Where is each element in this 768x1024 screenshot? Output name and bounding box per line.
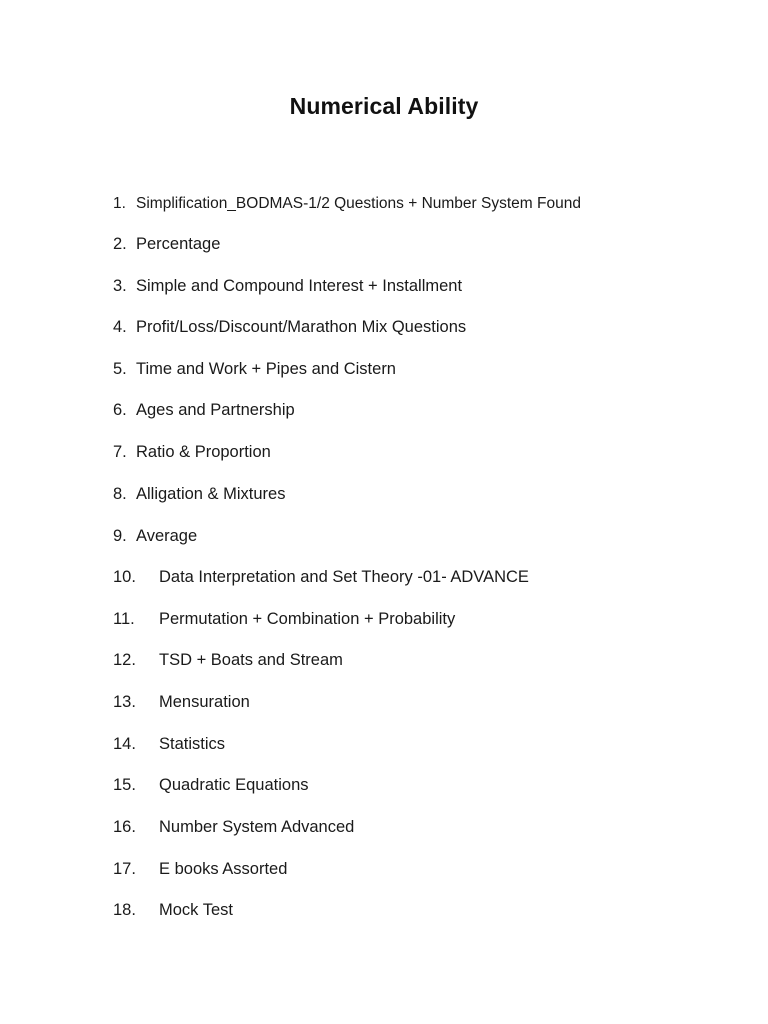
list-item-number: 1. <box>113 195 126 212</box>
list-item <box>0 857 768 881</box>
list-item <box>0 482 768 506</box>
list-item <box>0 565 768 589</box>
list-item <box>0 232 768 256</box>
list-item <box>0 732 768 756</box>
list-item <box>0 440 768 464</box>
list-item-label: Ratio & Proportion <box>136 443 271 461</box>
list-item <box>0 690 768 714</box>
list-item-label: Data Interpretation and Set Theory -01- ADVANCE <box>159 568 529 586</box>
page-title: Numerical Ability <box>289 93 479 119</box>
list-item-number: 13. <box>113 693 136 711</box>
list-item <box>0 607 768 631</box>
list-item <box>0 274 768 298</box>
list-item-label: Mensuration <box>159 693 250 711</box>
list-item-number: 5. <box>113 360 127 378</box>
list-item-label: E books Assorted <box>159 860 288 878</box>
list-item-number: 6. <box>113 401 127 419</box>
list-item <box>0 773 768 797</box>
list-item <box>0 315 768 339</box>
list-item-label: Statistics <box>159 735 226 753</box>
list-item-number: 10. <box>113 568 136 586</box>
list-item-label: Mock Test <box>159 901 233 919</box>
list-item-label: Ages and Partnership <box>136 401 295 419</box>
list-item-label: Number System Advanced <box>159 818 355 836</box>
list-item-label: Profit/Loss/Discount/Marathon Mix Questions <box>136 318 467 336</box>
list-item <box>0 398 768 422</box>
list-item <box>0 815 768 839</box>
list-item <box>0 524 768 548</box>
list-item-number: 18. <box>113 901 136 919</box>
list-item-number: 16. <box>113 818 136 836</box>
list-item-number: 9. <box>113 527 127 545</box>
list-item-number: 11. <box>113 610 135 628</box>
list-item-number: 12. <box>113 651 136 669</box>
list-item-label: Quadratic Equations <box>159 776 309 794</box>
list-item-number: 3. <box>113 277 127 295</box>
list-item-label: Simple and Compound Interest + Installment <box>136 277 463 295</box>
list-item-number: 7. <box>113 443 127 461</box>
list-item-label: TSD + Boats and Stream <box>159 651 343 669</box>
list-item-label: Simplification_BODMAS-1/2 Questions + Number System Found <box>136 195 581 212</box>
list-item-label: Alligation & Mixtures <box>136 485 286 503</box>
list-item-number: 17. <box>113 860 136 878</box>
list-item <box>0 357 768 381</box>
list-item <box>0 192 768 216</box>
list-item-label: Time and Work + Pipes and Cistern <box>136 360 396 378</box>
list-item-label: Percentage <box>136 235 221 253</box>
list-item <box>0 648 768 672</box>
list-item-number: 15. <box>113 776 136 794</box>
list-item-label: Permutation + Combination + Probability <box>159 610 456 628</box>
list-item-number: 14. <box>113 735 136 753</box>
list-item-label: Average <box>136 527 198 545</box>
list-item <box>0 898 768 922</box>
list-item-number: 8. <box>113 485 127 503</box>
list-item-number: 2. <box>113 235 127 253</box>
list-item-number: 4. <box>113 318 127 336</box>
